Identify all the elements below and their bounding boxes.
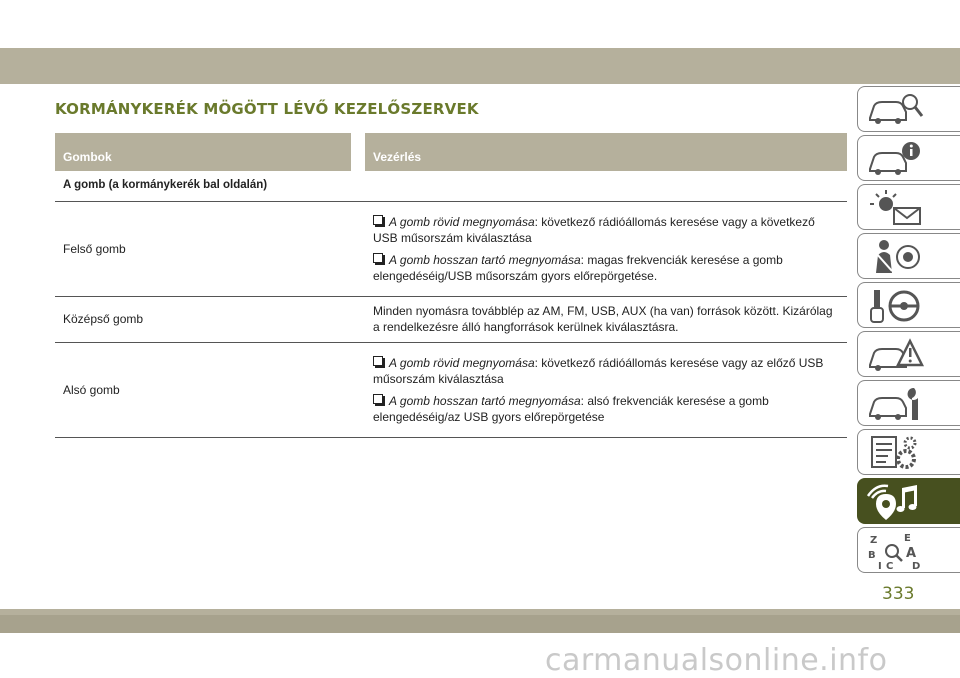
car-wrench-icon — [866, 384, 926, 424]
tab-car-warning-triangle[interactable] — [857, 331, 960, 377]
checkbox-bullet-icon — [373, 356, 383, 366]
control-description — [365, 201, 847, 297]
seatbelt-airbag-icon — [866, 237, 926, 277]
table-row — [55, 297, 847, 342]
index-alphabet-icon — [866, 531, 926, 571]
car-warning-triangle-icon — [866, 335, 926, 375]
button-name: Felső gomb — [55, 201, 351, 297]
footer-band-dark — [0, 615, 960, 633]
car-magnifier-icon — [866, 90, 926, 130]
table-row — [55, 342, 847, 438]
watermark: carmanualsonline.info — [545, 643, 888, 678]
list-item: A gomb hosszan tartó megnyomása: alsó frekvenciák keresése a gomb elengedéséig/az USB gyors előrepörgetése — [373, 394, 769, 425]
control-description — [365, 342, 847, 438]
tab-index[interactable] — [857, 527, 960, 573]
svg-text:E: E — [904, 533, 911, 544]
tab-key-steering-wheel[interactable] — [857, 282, 960, 328]
group-row — [55, 171, 847, 201]
svg-text:Z: Z — [870, 535, 878, 546]
key-steering-wheel-icon — [866, 286, 926, 326]
checkbox-bullet-icon — [373, 394, 383, 404]
checkbox-bullet-icon — [373, 215, 383, 225]
checkbox-bullet-icon — [373, 253, 383, 263]
table-header-row — [55, 133, 847, 171]
tab-specifications[interactable] — [857, 429, 960, 475]
svg-text:D: D — [912, 561, 921, 571]
car-info-icon — [866, 139, 926, 179]
header-band — [0, 48, 960, 84]
table-row — [55, 201, 847, 297]
warning-light-message-icon — [866, 188, 926, 228]
svg-text:I: I — [878, 561, 882, 571]
control-description: Minden nyomásra továbblép az AM, FM, USB, AUX (ha van) források között. Kizárólag a rendelkezésre álló hangforrások kerülnek kiválasztásra. — [365, 297, 847, 342]
controls-table — [55, 133, 847, 438]
multimedia-music-icon — [866, 482, 926, 522]
list-item: A gomb rövid megnyomása: következő rádióállomás keresése vagy az előző USB műsorszám kiválasztása — [373, 355, 824, 386]
tab-car-magnifier[interactable] — [857, 86, 960, 132]
page-number: 333 — [882, 584, 915, 604]
specifications-gear-icon — [866, 433, 926, 473]
svg-text:A: A — [906, 546, 917, 561]
list-item: A gomb rövid megnyomása: következő rádióállomás keresése vagy a következő USB műsorszám kiválasztása — [373, 214, 815, 245]
button-name: Középső gomb — [55, 297, 351, 342]
list-item: A gomb hosszan tartó megnyomása: magas frekvenciák keresése a gomb elengedéséig/USB műsorszám gyors előrepörgetése. — [373, 252, 783, 284]
button-name: Alsó gomb — [55, 342, 351, 438]
svg-text:B: B — [868, 550, 876, 561]
svg-text:C: C — [886, 561, 894, 571]
group-label: A gomb (a kormánykerék bal oldalán) — [55, 171, 847, 201]
section-title: KORMÁNYKERÉK MÖGÖTT LÉVŐ KEZELŐSZERVEK — [55, 100, 479, 118]
tab-car-info[interactable] — [857, 135, 960, 181]
tab-seatbelt-airbag[interactable] — [857, 233, 960, 279]
tab-car-wrench[interactable] — [857, 380, 960, 426]
tab-multimedia[interactable] — [857, 478, 960, 524]
header-control: Vezérlés — [365, 133, 847, 171]
tab-warning-light-message[interactable] — [857, 184, 960, 230]
header-buttons: Gombok — [55, 133, 351, 171]
